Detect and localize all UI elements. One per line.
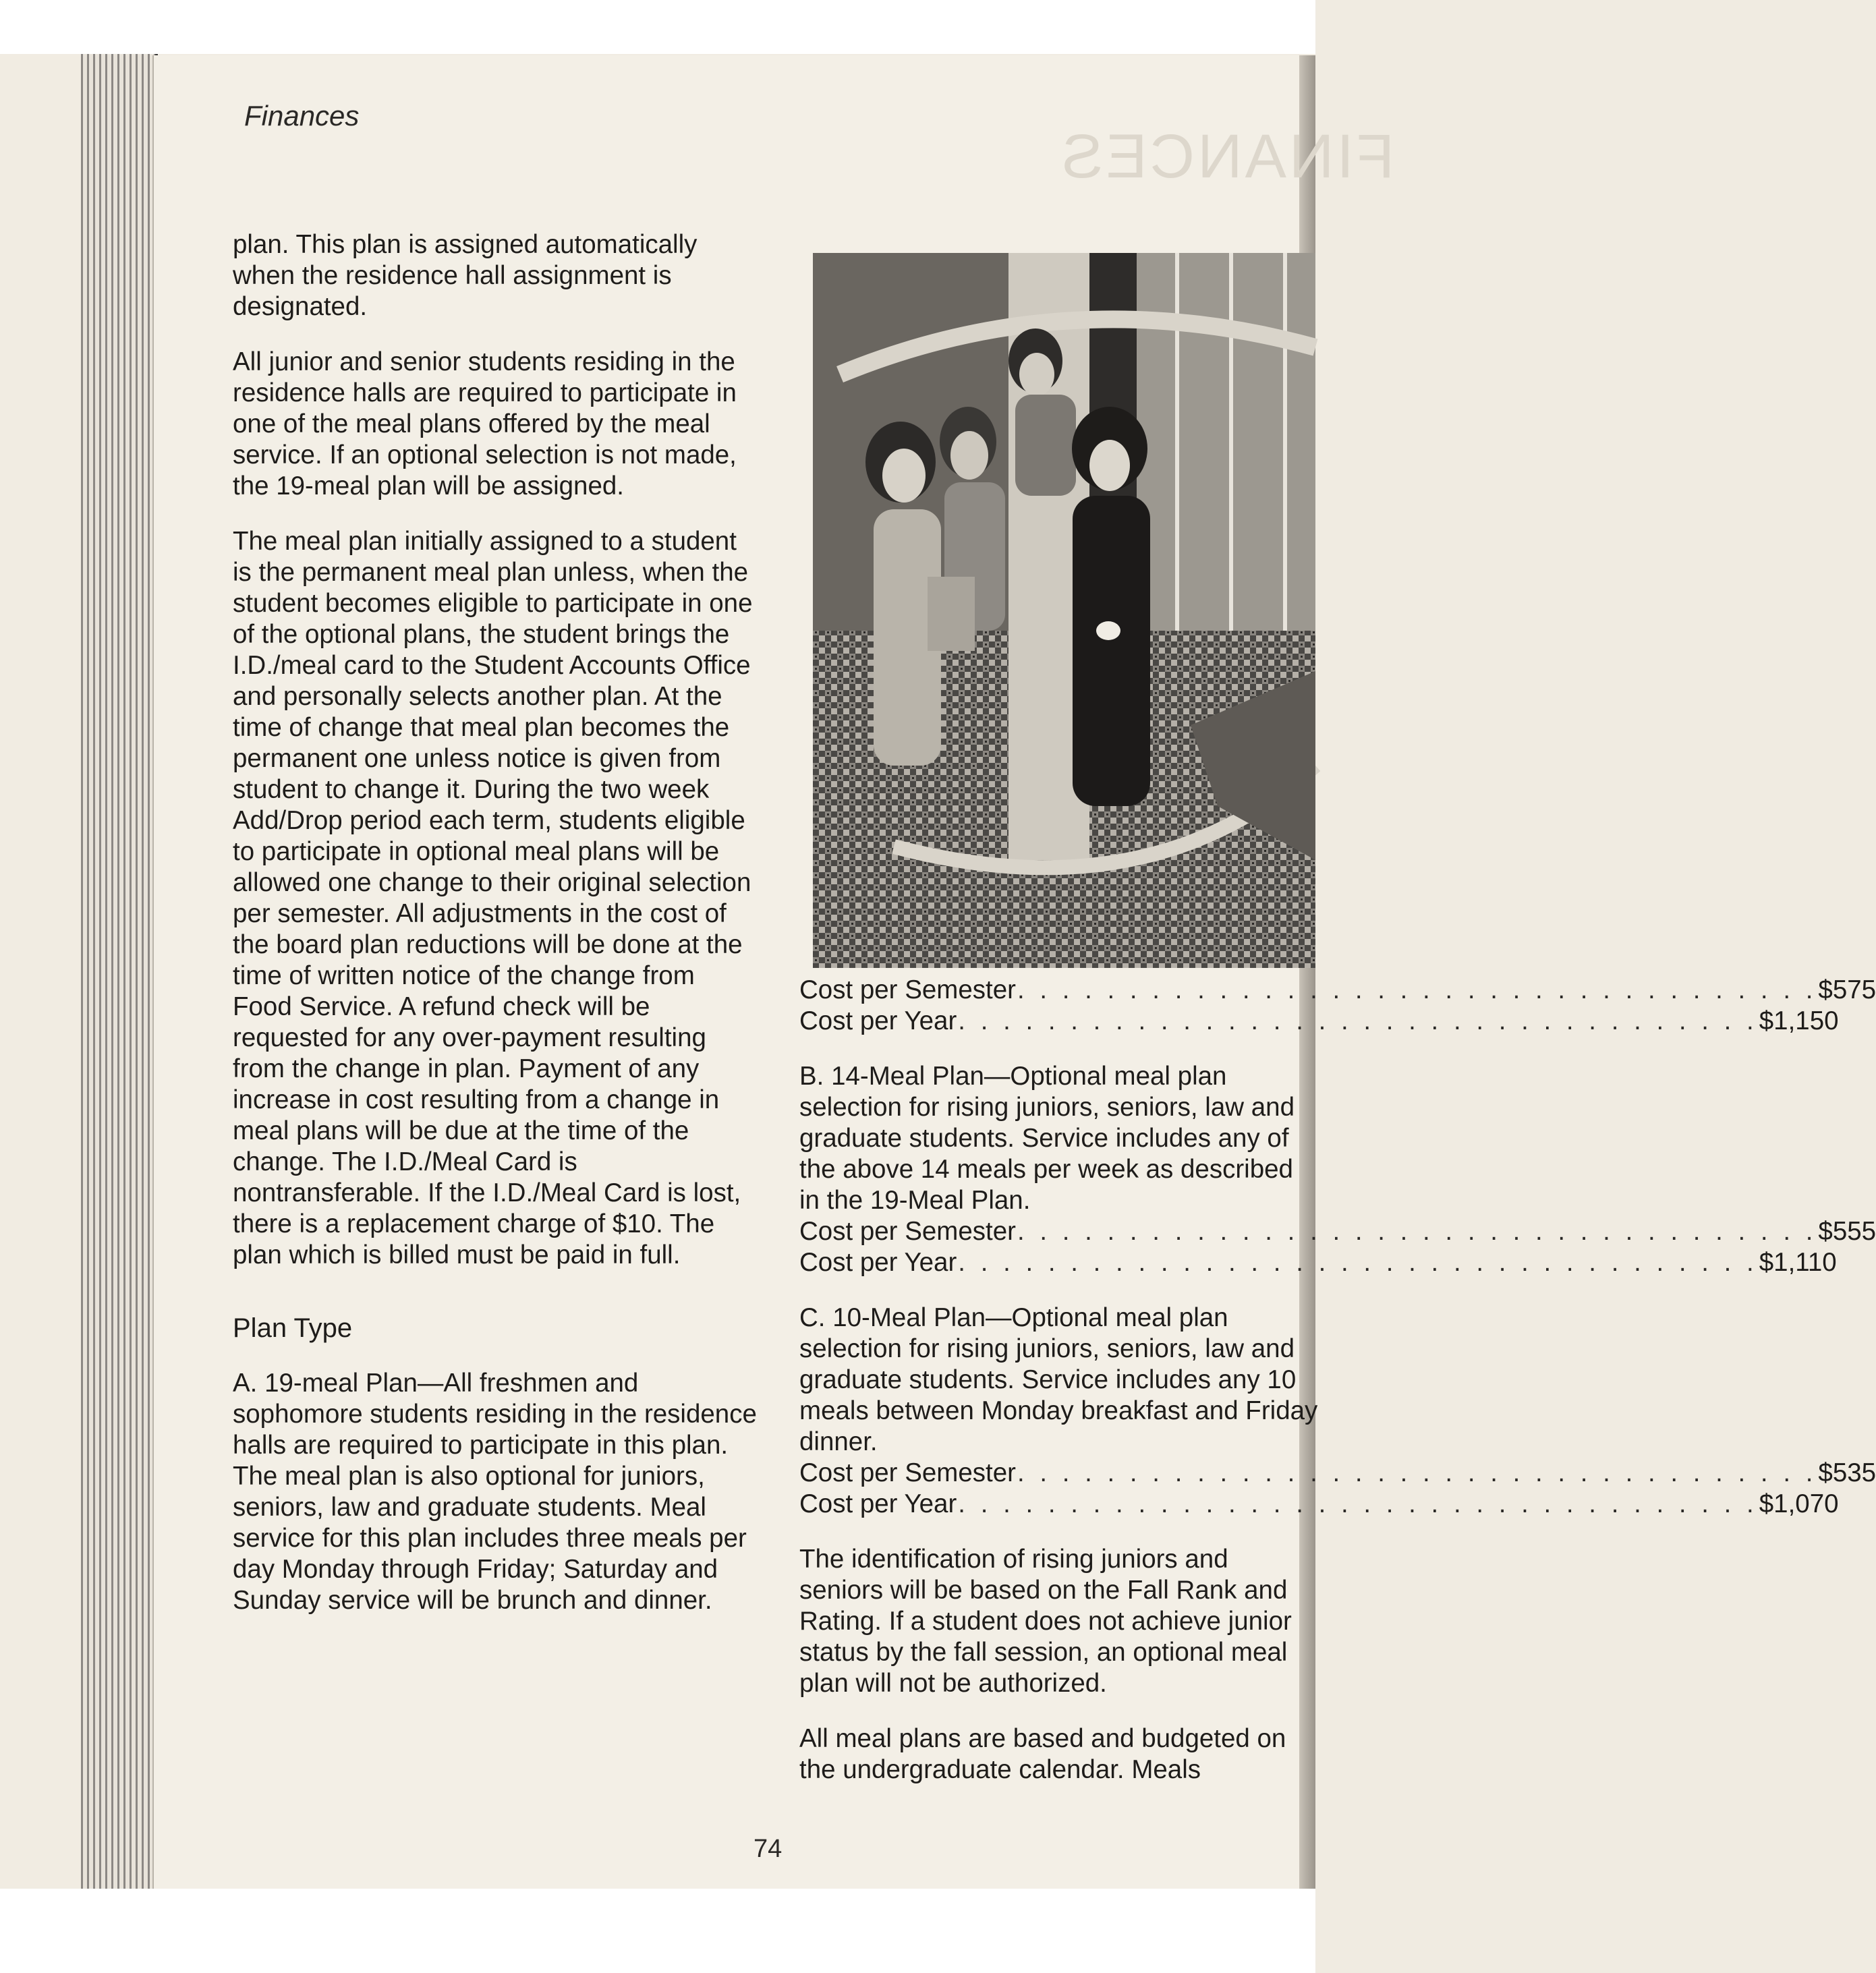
cost-amount: $1,150 [1759,1006,1839,1035]
dot-leader: . . . . . . . . . . . . . . . . . . . . . . . . . . . . . . . . . . . . [958,1248,1758,1277]
paragraph-19-meal-plan: A. 19-meal Plan—All freshmen and sophomore students residing in the residence halls are required to participate in this plan. The meal plan is also optional for juniors, seniors, law and graduate students. Meal service for this plan includes three meals per day Monday through Friday; Saturday and Sunday service will be brunch and dinner. [233,1369,757,1615]
cost-amount: $535 [1818,1458,1876,1487]
plan-a-costs [799,975,1876,1037]
paragraph-plan-assignment: plan. This plan is assigned automatically when the residence hall assignment is designated. [233,230,698,321]
cost-label: Cost per Year [799,1489,957,1518]
cost-row [799,1216,1876,1247]
cost-amount: $555 [1818,1217,1876,1246]
cost-label: Cost per Semester [799,1217,1016,1246]
cost-amount: $575 [1818,975,1876,1004]
cost-row [799,1489,1839,1520]
plan-c-costs [799,1458,1876,1520]
paragraph-meal-calendar: All meal plans are based and budgeted on the undergraduate calendar. Meals [799,1724,1286,1784]
dot-leader: . . . . . . . . . . . . . . . . . . . . . . . . . . . . . . . . . . . . [1017,975,1817,1004]
bleed-through-title: FINANCES [1059,122,1395,191]
paragraph-junior-senior: All junior and senior students residing in the residence halls are required to participate in one of the meal plans offered by the meal service. If an optional selection is not made, the 19-meal plan will be assigned. [233,347,737,501]
cost-amount: $1,070 [1759,1489,1839,1518]
cost-row [799,1458,1876,1489]
plan-c-description: C. 10-Meal Plan—Optional meal plan selection for rising juniors, seniors, law and graduate students. Service includes any 10 meals between Monday breakfast and Friday dinner. [799,1303,1318,1456]
scan-top-margin [0,0,1315,54]
cost-label: Cost per Semester [799,975,1016,1004]
plan-b-description: B. 14-Meal Plan—Optional meal plan selection for rising juniors, seniors, law and graduate students. Service includes any of the above 14 meals per week as described in the 19-Meal Plan. [799,1062,1295,1215]
cost-row [799,1006,1839,1037]
dot-leader: . . . . . . . . . . . . . . . . . . . . . . . . . . . . . . . . . . . . [1017,1217,1817,1246]
dot-leader: . . . . . . . . . . . . . . . . . . . . . . . . . . . . . . . . . . . . [958,1489,1758,1518]
plan-b-costs [799,1216,1876,1278]
page-number: 74 [754,1835,783,1863]
students-staircase-photo [813,253,1315,968]
plan-type-heading: Plan Type [233,1313,353,1343]
book-binding [81,54,158,1889]
cost-label: Cost per Year [799,1006,957,1035]
cost-label: Cost per Year [799,1248,957,1277]
right-column [799,975,1876,1810]
cost-row [799,1247,1837,1278]
scan-bottom-margin [0,1889,1315,1973]
cost-row [799,975,1876,1006]
cost-label: Cost per Semester [799,1458,1016,1487]
left-column [233,229,759,1640]
dot-leader: . . . . . . . . . . . . . . . . . . . . . . . . . . . . . . . . . . . . [1017,1458,1817,1487]
paragraph-permanent-plan: The meal plan initially assigned to a student is the permanent meal plan unless, when the student becomes eligible to participate in one of the optional plans, the student brings the I.D./meal card to the Student Accounts Office and personally selects another plan. At the time of change that meal plan becomes the permanent one unless notice is given from student to change it. During the two week Add/Drop period each term, students eligible to participate in optional meal plans will be allowed one change to their original selection per semester. All adjustments in the cost of the board plan reductions will be done at the time of written notice of the change from Food Service. A refund check will be requested for any over-payment resulting from the change in plan. Payment of any increase in cost resulting from a change in meal plans will be due at the time of the change. The I.D./Meal Card is nontransferable. If the I.D./Meal Card is lost, there is a replacement charge of $10. The plan which is billed must be paid in full. [233,527,753,1269]
cost-amount: $1,110 [1759,1248,1837,1277]
section-header: Finances [244,100,360,132]
dot-leader: . . . . . . . . . . . . . . . . . . . . . . . . . . . . . . . . . . . . [958,1006,1758,1035]
paragraph-rising-juniors: The identification of rising juniors and seniors will be based on the Fall Rank and Rating. If a student does not achieve junior status by the fall session, an optional meal plan will not be authorized. [799,1545,1292,1698]
